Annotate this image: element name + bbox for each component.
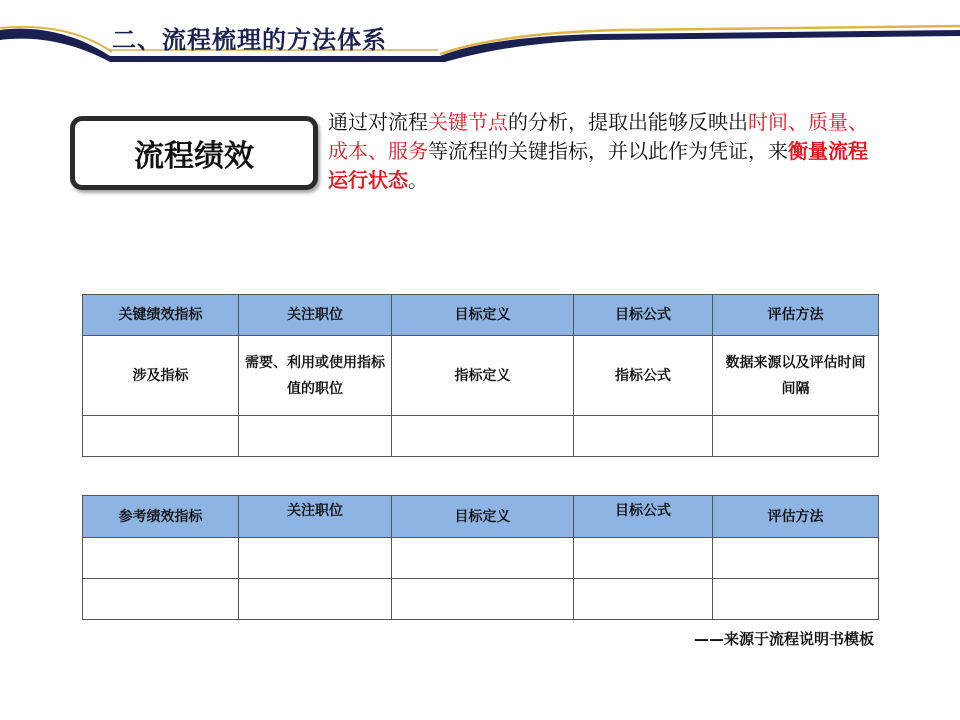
table-cell[interactable] (713, 538, 879, 579)
table-cell[interactable] (713, 416, 879, 457)
intro-text: 通过对流程 (328, 110, 428, 134)
table-cell[interactable] (574, 538, 713, 579)
table-cell[interactable] (713, 579, 879, 620)
intro-paragraph (328, 108, 868, 195)
table-cell: 需要、利用或使用指标值的职位 (239, 336, 392, 416)
table-cell: 数据来源以及评估时间间隔 (713, 336, 879, 416)
table-header-row (83, 295, 879, 336)
table-cell[interactable] (574, 416, 713, 457)
table-cell[interactable] (392, 579, 574, 620)
table-cell: 指标定义 (392, 336, 574, 416)
reference-kpi-table (82, 495, 879, 620)
table-cell[interactable] (392, 538, 574, 579)
table-header-cell: 关键绩效指标 (83, 295, 239, 336)
table-cell[interactable] (83, 579, 239, 620)
table-cell[interactable] (239, 579, 392, 620)
table-cell: 指标公式 (574, 336, 713, 416)
intro-highlight-nodes: 关键节点 (428, 110, 508, 134)
kpi-table (82, 294, 879, 457)
topic-badge: 流程绩效 (70, 116, 318, 190)
table-row (83, 579, 879, 620)
source-note: ——来源于流程说明书模板 (693, 630, 874, 648)
table-cell[interactable] (574, 579, 713, 620)
table-cell: 涉及指标 (83, 336, 239, 416)
intro-text: 的分析，提取出能够反映出 (508, 110, 748, 134)
table-header-cell: 目标公式 (574, 496, 713, 538)
table-cell[interactable] (83, 416, 239, 457)
intro-text: 。 (408, 168, 428, 192)
intro-highlight-measure: 衡量流程运行状态 (328, 139, 868, 192)
table-header-cell: 评估方法 (713, 496, 879, 538)
intro-text: 等流程的关键指标，并以此作为凭证，来 (428, 139, 788, 163)
table-cell[interactable] (83, 538, 239, 579)
table-header-cell: 参考绩效指标 (83, 496, 239, 538)
table-header-cell: 关注职位 (239, 496, 392, 538)
table-header-cell: 关注职位 (239, 295, 392, 336)
table-cell[interactable] (239, 416, 392, 457)
table-cell[interactable] (392, 416, 574, 457)
table-header-cell: 目标公式 (574, 295, 713, 336)
table-header-cell: 评估方法 (713, 295, 879, 336)
table-header-cell: 目标定义 (392, 295, 574, 336)
table-row (83, 336, 879, 416)
table-row (83, 538, 879, 579)
table-header-row (83, 496, 879, 538)
table-header-cell: 目标定义 (392, 496, 574, 538)
intro-highlight-dimensions: 时间、质量、成本、服务 (328, 110, 868, 163)
table-cell[interactable] (239, 538, 392, 579)
table-row (83, 416, 879, 457)
page-title: 二、流程梳理的方法体系 (112, 26, 387, 54)
